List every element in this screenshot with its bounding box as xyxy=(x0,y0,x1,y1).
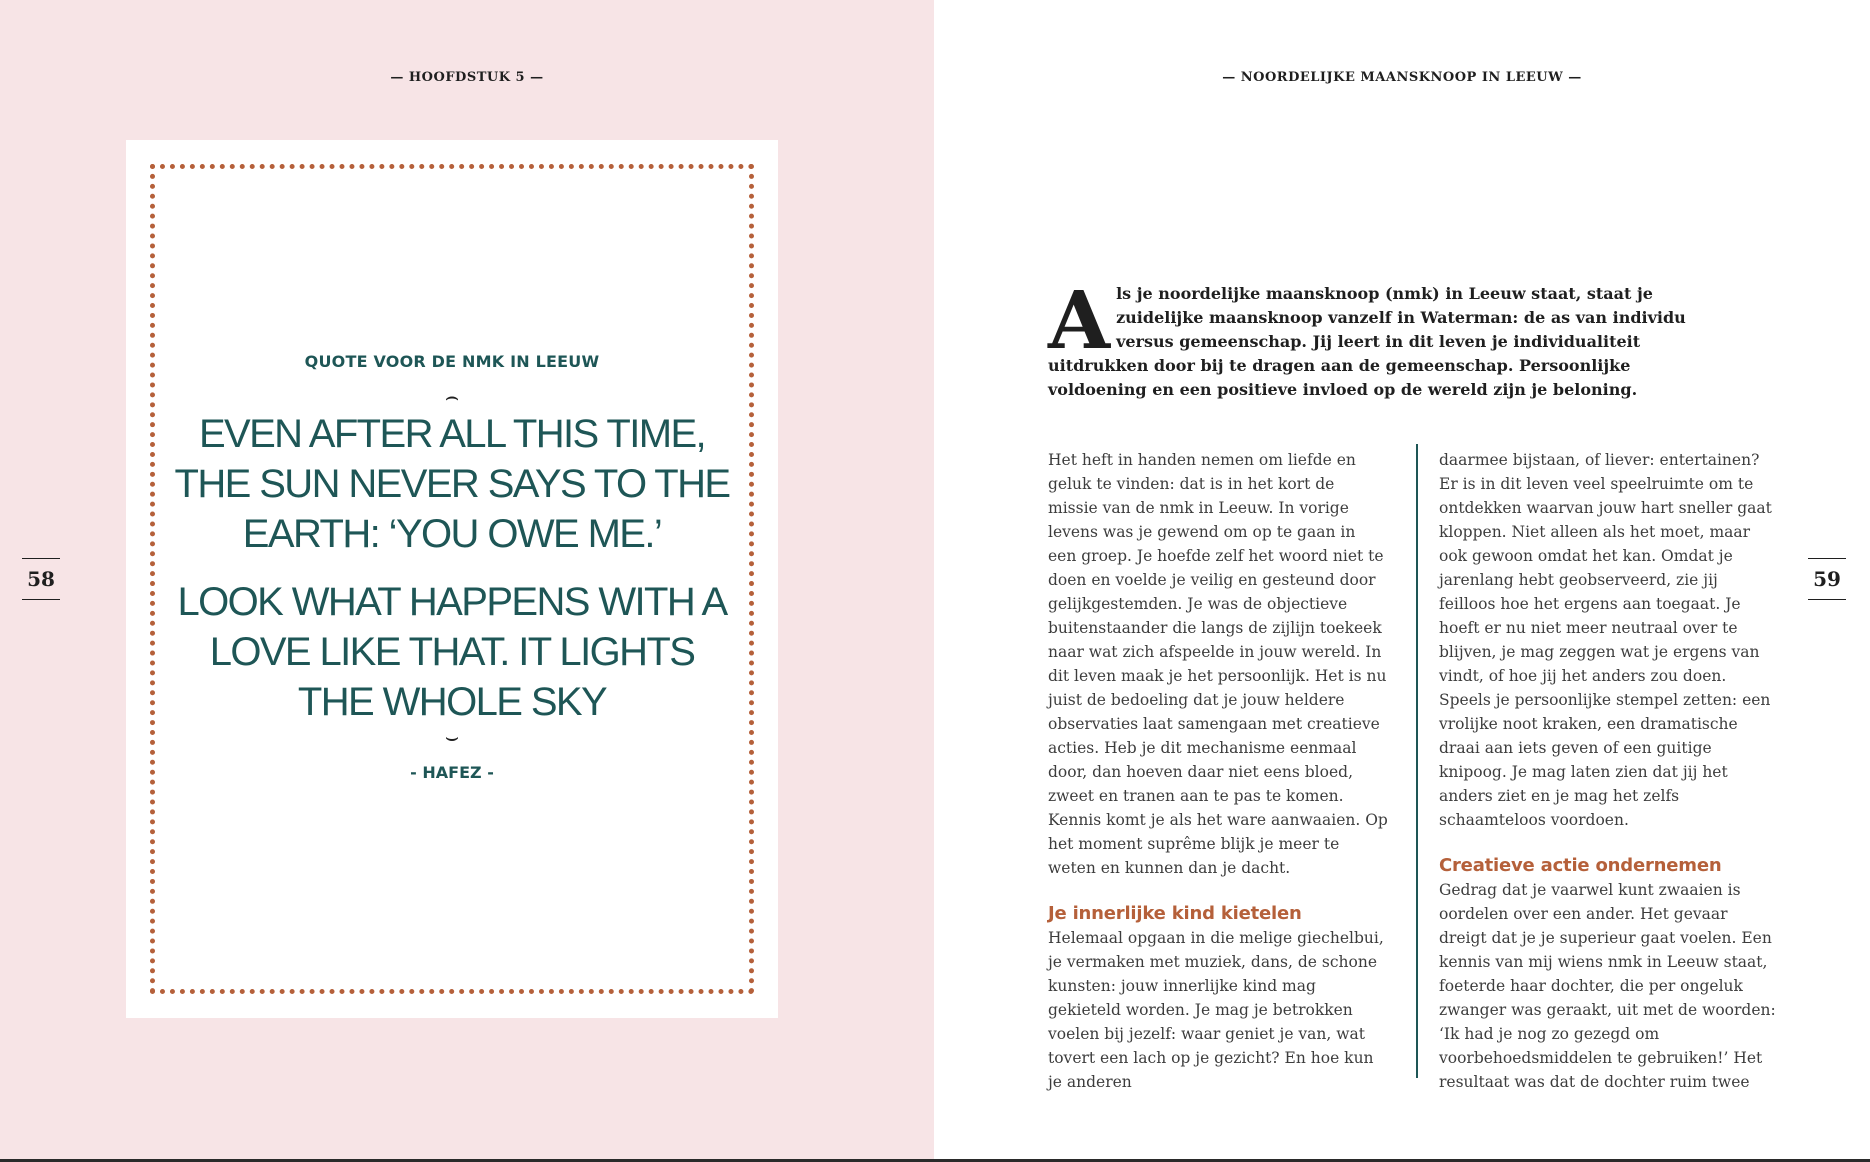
subheading-creative-action: Creatieve actie ondernemen xyxy=(1439,855,1722,876)
quote-text-part-1: EVEN AFTER ALL THIS TIME, THE SUN NEVER SAYS TO THE EARTH: ‘YOU OWE ME.’ xyxy=(174,412,730,556)
quote-card xyxy=(126,140,778,1018)
right-page xyxy=(934,0,1870,1162)
ornament-top-icon: ⌢ xyxy=(444,385,460,410)
quote-label: QUOTE VOOR DE NMK IN LEEUW xyxy=(304,352,600,371)
drop-cap: A xyxy=(1048,273,1111,367)
column-divider xyxy=(1416,444,1418,1078)
body-paragraph: Helemaal opgaan in die melige giechelbui, je vermaken met muziek, dans, de schone kunsten: jouw innerlijke kind mag gekieteld worden. Je mag je betrokken voelen bij jezelf: waar geniet je van, wat tovert een lach op je gezicht? En hoe kun je anderen xyxy=(1048,929,1384,1091)
page-number-right: 59 xyxy=(1808,558,1846,600)
subheading-inner-child: Je innerlijke kind kietelen xyxy=(1048,903,1302,924)
quote-text xyxy=(172,409,732,727)
running-head-left: — HOOFDSTUK 5 — xyxy=(390,70,544,85)
running-head-right: — NOORDELIJKE MAANSKNOOP IN LEEUW — xyxy=(1222,70,1582,85)
quote-author: - HAFEZ - xyxy=(410,763,494,782)
ornament-bottom-icon: ⌣ xyxy=(444,725,460,750)
page-number-left: 58 xyxy=(22,558,60,600)
body-paragraph: daarmee bijstaan, of liever: entertainen? Er is in dit leven veel speelruimte om te ontdekken waarvan jouw hart sneller gaat kloppen. Niet alleen als het moet, maar ook gewoon omdat het kan. Omdat je jarenlang hebt geobserveerd, zie jij feilloos hoe het ergens aan toegaat. Je hoeft er nu niet meer neutraal over te blijven, je mag zeggen wat je ergens van vindt, of hoe jij het anders zou doen. Speels je persoonlijke stempel zetten: een vrolijke noot kraken, een dramatische draai aan iets geven of een guitige knipoog. Je mag laten zien dat jij het anders ziet en je mag het zelfs schaamteloos voordoen. xyxy=(1439,451,1772,829)
text-column-2 xyxy=(1439,448,1779,1094)
quote-text-part-2: LOOK WHAT HAPPENS WITH A LOVE LIKE THAT. IT LIGHTS THE WHOLE SKY xyxy=(177,580,727,724)
text-column-1 xyxy=(1048,448,1388,1094)
body-paragraph: Het heft in handen nemen om liefde en geluk te vinden: dat is in het kort de missie van de nmk in Leeuw. In vorige levens was je gewend om op te gaan in een groep. Je hoefde zelf het woord niet te doen en voelde je veilig en gesteund door gelijkgestemden. Je was de objectieve buitenstaander die langs de zijlijn toekeek naar wat zich afspeelde in jouw wereld. In dit leven maak je het persoonlijk. Het is nu juist de bedoeling dat je jouw heldere observaties laat samengaan met creatieve acties. Heb je dit mechanisme eenmaal door, dan hoeven daar niet eens bloed, zweet en tranen aan te pas te komen. Kennis komt je als het ware aanwaaien. Op het moment suprême blijk je meer te weten en kunnen dan je dacht. xyxy=(1048,451,1388,877)
quote-content xyxy=(126,352,778,782)
intro-paragraph xyxy=(1048,273,1720,402)
body-paragraph: Gedrag dat je vaarwel kunt zwaaien is oordelen over een ander. Het gevaar dreigt dat je je superieur gaat voelen. Een kennis van mij wiens nmk in Leeuw staat, foeterde haar dochter, die per ongeluk zwanger was geraakt, uit met de woorden: ‘Ik had je nog zo gezegd om voorbehoedsmiddelen te gebruiken!’ Het resultaat was dat de dochter ruim twee xyxy=(1439,881,1776,1091)
left-page xyxy=(0,0,934,1162)
intro-text: ls je noordelijke maansknoop (nmk) in Leeuw staat, staat je zuidelijke maansknoop vanzelf in Waterman: de as van individu versus gemeenschap. Jij leert in dit leven je individualiteit uitdrukken door bij te dragen aan de gemeenschap. Persoonlijke voldoening en een positieve invloed op de wereld zijn je beloning. xyxy=(1048,284,1686,399)
